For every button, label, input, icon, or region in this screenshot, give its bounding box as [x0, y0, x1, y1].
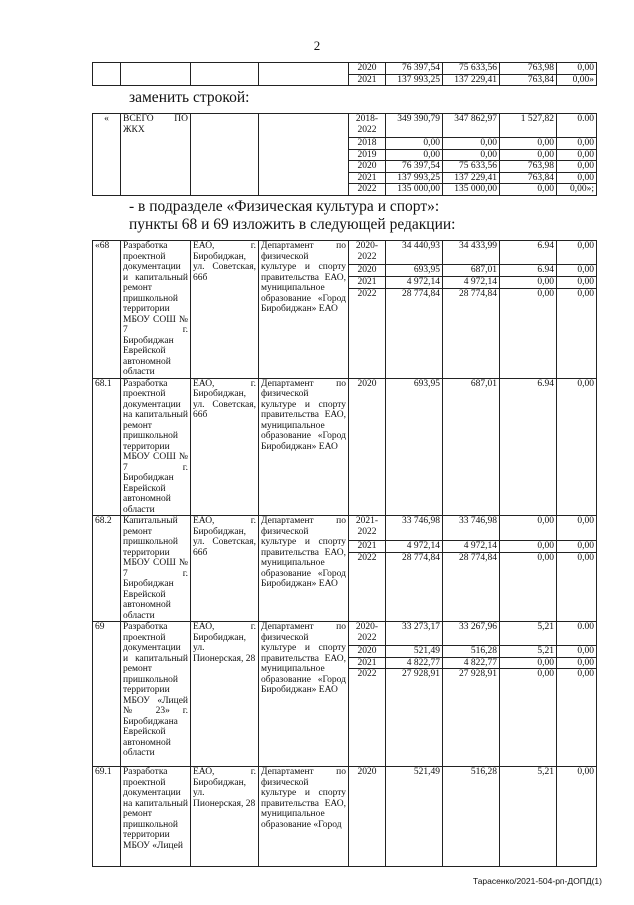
table-cell: 693,95: [386, 378, 443, 516]
table-cell: 516,28: [443, 767, 500, 867]
table-cell: 33 746,98: [386, 516, 443, 541]
table-cell: 2022: [349, 669, 386, 767]
table-cell: 1 527,82: [500, 114, 557, 138]
object-name: Капитальный ремонт пришкольной территории МБОУ СОШ № 7 г. Биробиджан Еврейской автономной области: [121, 516, 191, 622]
table-cell: 0,00: [557, 669, 597, 767]
table-cell: 2020: [349, 646, 386, 658]
table-cell: 763,84: [500, 172, 557, 184]
table-cell: 2020: [349, 161, 386, 173]
executor: Департамент по физической культуре и спорту правительства ЕАО, муниципальное образование «Город Биробиджан» ЕАО: [259, 622, 349, 767]
object-name: Разработка проектной документации и капитальный ремонт пришкольной территории МБОУ «Лицей № 23» г. Биробиджана Еврейской автономной области: [121, 622, 191, 767]
table-cell: 0,00: [557, 138, 597, 150]
table-cell: 27 928,91: [386, 669, 443, 767]
table-cell: 2018: [349, 138, 386, 150]
table-cell: 76 397,54: [386, 161, 443, 173]
executor: Департамент по физической культуре и спорту правительства ЕАО, муниципальное образование «Город Биробиджан» ЕАО: [259, 378, 349, 516]
table-cell: 521,49: [386, 767, 443, 867]
row-number: 69: [93, 622, 121, 767]
table-cell: 4 822,77: [386, 657, 443, 669]
table-cell: 0,00: [500, 149, 557, 161]
table-cell: 2022: [349, 184, 386, 196]
table-cell: 0,00: [557, 149, 597, 161]
table-cell: 75 633,56: [443, 63, 500, 75]
table-cell: 6.94: [500, 378, 557, 516]
quote-mark: «: [93, 114, 121, 196]
table-cell: 0,00: [557, 63, 597, 75]
table-cell: 2022: [349, 288, 386, 378]
executor: Департамент по физической культуре и спорту правительства ЕАО, муниципальное образование «Город: [259, 767, 349, 867]
table-cell: 0,00»;: [557, 184, 597, 196]
table-cell: 687,01: [443, 378, 500, 516]
table-cell: 2021: [349, 541, 386, 553]
table-cell: 34 440,93: [386, 241, 443, 265]
table-cell: 0,00: [500, 184, 557, 196]
table-cell: 0,00: [500, 277, 557, 289]
table-cell: 2021: [349, 277, 386, 289]
row-number: «68: [93, 241, 121, 379]
table-cell: 763,98: [500, 63, 557, 75]
table-cell: 33 273,17: [386, 622, 443, 646]
table-cell: 4 972,14: [443, 541, 500, 553]
table-cell: 0,00: [557, 553, 597, 622]
table-cell: 763,98: [500, 161, 557, 173]
table-cell: 6.94: [500, 265, 557, 277]
object-name: Разработка проектной документации на капитальный ремонт пришкольной территории МБОУ СОШ № 7 г. Биробиджан Еврейской автономной области: [121, 378, 191, 516]
table-cell: 2020: [349, 265, 386, 277]
table-cell: 2021: [349, 657, 386, 669]
table-cell: 0,00: [557, 516, 597, 541]
main-table: [92, 240, 597, 867]
table-cell: 521,49: [386, 646, 443, 658]
table-cell: 0,00: [557, 767, 597, 867]
replace-text: заменить строкой:: [129, 89, 250, 106]
object-address: ЕАО, г. Биробиджан, ул. Пионерская, 28: [191, 767, 259, 867]
table-cell: 693,95: [386, 265, 443, 277]
table-cell: 0,00: [557, 378, 597, 516]
total-label: ВСЕГО ПО ЖКХ: [121, 114, 191, 196]
table-cell: 135 000,00: [386, 184, 443, 196]
table-cell: 2021-2022: [349, 516, 386, 541]
object-address: ЕАО, г. Биробиджан, ул. Советская, 66б: [191, 378, 259, 516]
table-cell: 6.94: [500, 241, 557, 265]
table-cell: 137 229,41: [443, 74, 500, 86]
table-cell: 33 746,98: [443, 516, 500, 541]
table-cell: 0,00: [386, 138, 443, 150]
table-cell: 75 633,56: [443, 161, 500, 173]
table-cell: 0,00: [557, 277, 597, 289]
table-cell: 2020: [349, 767, 386, 867]
table-cell: 0,00: [500, 669, 557, 767]
table-cell: 0,00: [500, 541, 557, 553]
table-cell: 33 267,96: [443, 622, 500, 646]
object-address: ЕАО, г. Биробиджан, ул. Советская, 66б: [191, 516, 259, 622]
object-address: ЕАО, г. Биробиджан, ул. Пионерская, 28: [191, 622, 259, 767]
table-cell: 34 433,99: [443, 241, 500, 265]
total-table: [92, 113, 597, 196]
table-cell: 0.00: [557, 622, 597, 646]
table-cell: 0,00: [557, 657, 597, 669]
table-cell: 2020-2022: [349, 241, 386, 265]
table-cell: 4 972,14: [443, 277, 500, 289]
table-cell: 27 928,91: [443, 669, 500, 767]
table-cell: 0,00: [443, 149, 500, 161]
table-cell: 2020: [349, 63, 386, 75]
table-cell: 2021: [349, 172, 386, 184]
table-cell: 0,00: [557, 265, 597, 277]
table-cell: 347 862,97: [443, 114, 500, 138]
table-cell: 0,00: [557, 288, 597, 378]
table-cell: 2018-2022: [349, 114, 386, 138]
table-cell: 2019: [349, 149, 386, 161]
table-cell: 0.00: [557, 114, 597, 138]
table-cell: 4 822,77: [443, 657, 500, 669]
table-cell: 0,00: [557, 172, 597, 184]
table-cell: 4 972,14: [386, 277, 443, 289]
table-cell: 0,00: [386, 149, 443, 161]
table-cell: 0,00: [557, 241, 597, 265]
executor: Департамент по физической культуре и спорту правительства ЕАО, муниципальное образование «Город Биробиджан» ЕАО: [259, 516, 349, 622]
instruction-line-1: - в подразделе «Физическая культура и спорт»:: [129, 198, 440, 215]
table-cell: 137 993,25: [386, 74, 443, 86]
table-cell: 349 390,79: [386, 114, 443, 138]
table-cell: 0,00: [500, 657, 557, 669]
footer-reference: Тарасенко/2021-504-рп-ДОПД(1): [472, 876, 602, 886]
table-cell: 0,00: [500, 138, 557, 150]
table-cell: 0,00: [500, 516, 557, 541]
table-cell: 0,00: [557, 646, 597, 658]
table-cell: 763,84: [500, 74, 557, 86]
table-cell: 2022: [349, 553, 386, 622]
table-cell: 137 993,25: [386, 172, 443, 184]
table-cell: 0,00: [500, 553, 557, 622]
row-number: 68.2: [93, 516, 121, 622]
object-name: Разработка проектной документации на капитальный ремонт пришкольной территории МБОУ «Лицей: [121, 767, 191, 867]
table-cell: 516,28: [443, 646, 500, 658]
table-cell: 4 972,14: [386, 541, 443, 553]
row-number: 68.1: [93, 378, 121, 516]
table-cell: 76 397,54: [386, 63, 443, 75]
instruction-line-2: пункты 68 и 69 изложить в следующей редакции:: [129, 216, 456, 233]
table-cell: 0,00: [443, 138, 500, 150]
table-cell: 2020-2022: [349, 622, 386, 646]
table-cell: 687,01: [443, 265, 500, 277]
page-number: 2: [313, 38, 321, 53]
table-cell: 5,21: [500, 622, 557, 646]
table-cell: 2021: [349, 74, 386, 86]
object-address: ЕАО, г. Биробиджан, ул. Советская, 66б: [191, 241, 259, 379]
table-cell: 5,21: [500, 646, 557, 658]
row-number: 69.1: [93, 767, 121, 867]
table-cell: 0,00: [557, 541, 597, 553]
object-name: Разработка проектной документации и капитальный ремонт пришкольной территории МБОУ СОШ № 7 г. Биробиджан Еврейской автономной области: [121, 241, 191, 379]
table-cell: 137 229,41: [443, 172, 500, 184]
table-cell: 0,00»: [557, 74, 597, 86]
top-fragment-table: [92, 62, 597, 86]
table-cell: 0,00: [500, 288, 557, 378]
table-cell: 0,00: [557, 161, 597, 173]
table-cell: 28 774,84: [386, 553, 443, 622]
table-cell: 28 774,84: [443, 553, 500, 622]
table-cell: 28 774,84: [386, 288, 443, 378]
table-cell: 5,21: [500, 767, 557, 867]
table-cell: 135 000,00: [443, 184, 500, 196]
table-cell: 28 774,84: [443, 288, 500, 378]
table-cell: 2020: [349, 378, 386, 516]
executor: Департамент по физической культуре и спорту правительства ЕАО, муниципальное образование «Город Биробиджан» ЕАО: [259, 241, 349, 379]
